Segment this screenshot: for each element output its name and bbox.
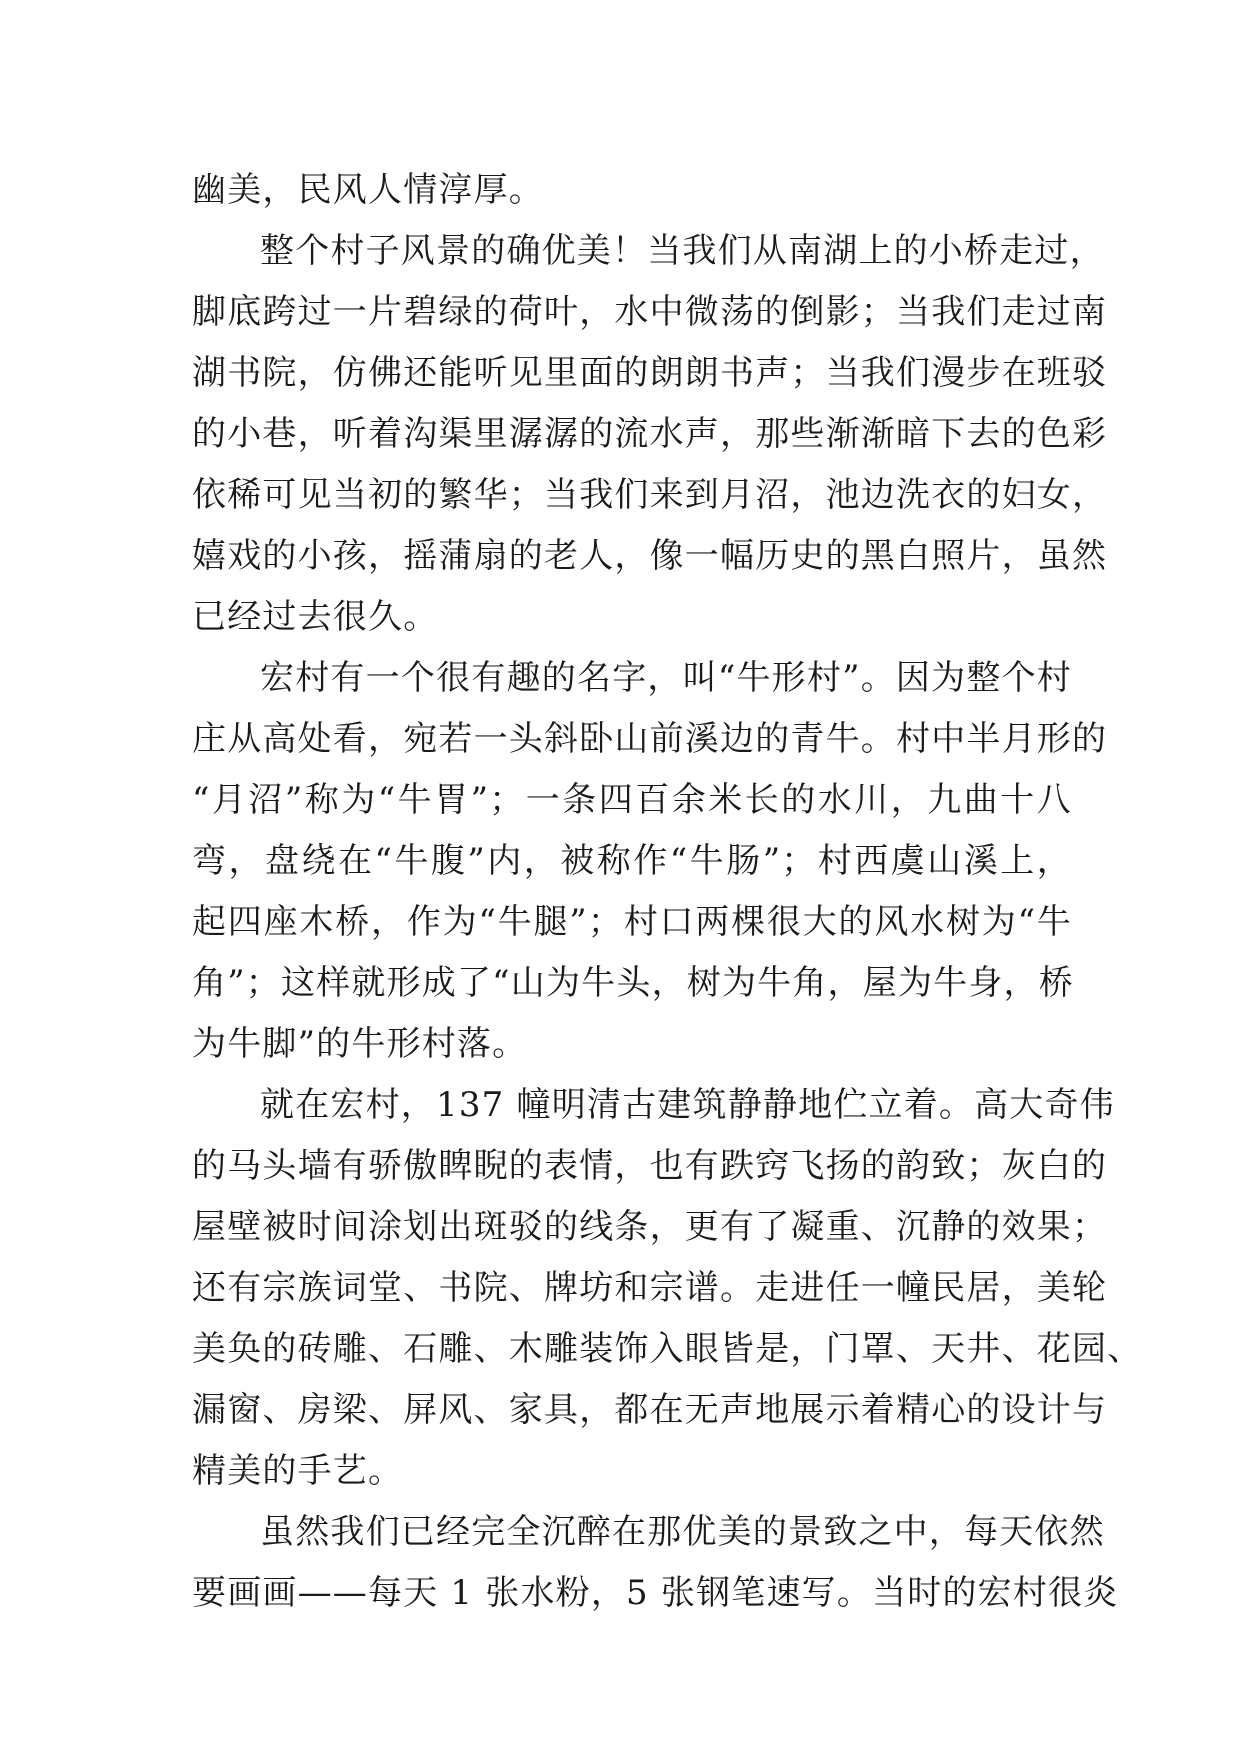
text-line: 角”；这样就形成了“山为牛头，树为牛角，屋为牛身，桥 xyxy=(192,963,1074,1003)
text-line: 虽然我们已经完全沉醉在那优美的景致之中，每天依然 xyxy=(260,1512,1105,1552)
text-line: 整个村子风景的确优美！当我们从南湖上的小桥走过， xyxy=(260,231,1105,271)
text-line: 已经过去很久。 xyxy=(192,597,439,637)
text-line: 精美的手艺。 xyxy=(192,1451,404,1491)
text-line: 庄从高处看，宛若一头斜卧山前溪边的青牛。村中半月形的 xyxy=(192,719,1108,759)
text-line: 脚底跨过一片碧绿的荷叶，水中微荡的倒影；当我们走过南 xyxy=(192,292,1108,332)
text-line: 漏窗、房梁、屏风、家具，都在无声地展示着精心的设计与 xyxy=(192,1390,1108,1430)
text-line: 就在宏村，137 幢明清古建筑静静地伫立着。高大奇伟 xyxy=(260,1085,1115,1125)
text-line: 的马头墙有骄傲睥睨的表情，也有跌窍飞扬的韵致；灰白的 xyxy=(192,1146,1108,1186)
text-line: 嬉戏的小孩，摇蒲扇的老人，像一幅历史的黑白照片，虽然 xyxy=(192,536,1108,576)
text-line: 美奂的砖雕、石雕、木雕装饰入眼皆是，门罩、天井、花园、 xyxy=(192,1329,1143,1369)
text-line: 的小巷，听着沟渠里潺潺的流水声，那些渐渐暗下去的色彩 xyxy=(192,414,1108,454)
text-line: 湖书院，仿佛还能听见里面的朗朗书声；当我们漫步在班驳 xyxy=(192,353,1108,393)
text-line: 为牛脚”的牛形村落。 xyxy=(192,1024,528,1064)
body-text xyxy=(192,160,1143,1624)
text-line: “月沼”称为“牛胃”；一条四百余米长的水川，九曲十八 xyxy=(192,780,1072,820)
text-line: 幽美，民风人情淳厚。 xyxy=(192,170,544,210)
text-line: 依稀可见当初的繁华；当我们来到月沼，池边洗衣的妇女， xyxy=(192,475,1108,515)
text-line: 宏村有一个很有趣的名字，叫“牛形村”。因为整个村 xyxy=(260,658,1072,698)
text-line: 起四座木桥，作为“牛腿”；村口两棵很大的风水树为“牛 xyxy=(192,902,1072,942)
text-line: 屋壁被时间涂划出斑驳的线条，更有了凝重、沉静的效果； xyxy=(192,1207,1108,1247)
text-line: 要画画——每天 1 张水粉，5 张钢笔速写。当时的宏村很炎 xyxy=(192,1573,1119,1613)
text-line: 还有宗族词堂、书院、牌坊和宗谱。走进任一幢民居，美轮 xyxy=(192,1268,1108,1308)
text-line: 弯，盘绕在“牛腹”内，被称作“牛肠”；村西虞山溪上， xyxy=(192,841,1072,881)
